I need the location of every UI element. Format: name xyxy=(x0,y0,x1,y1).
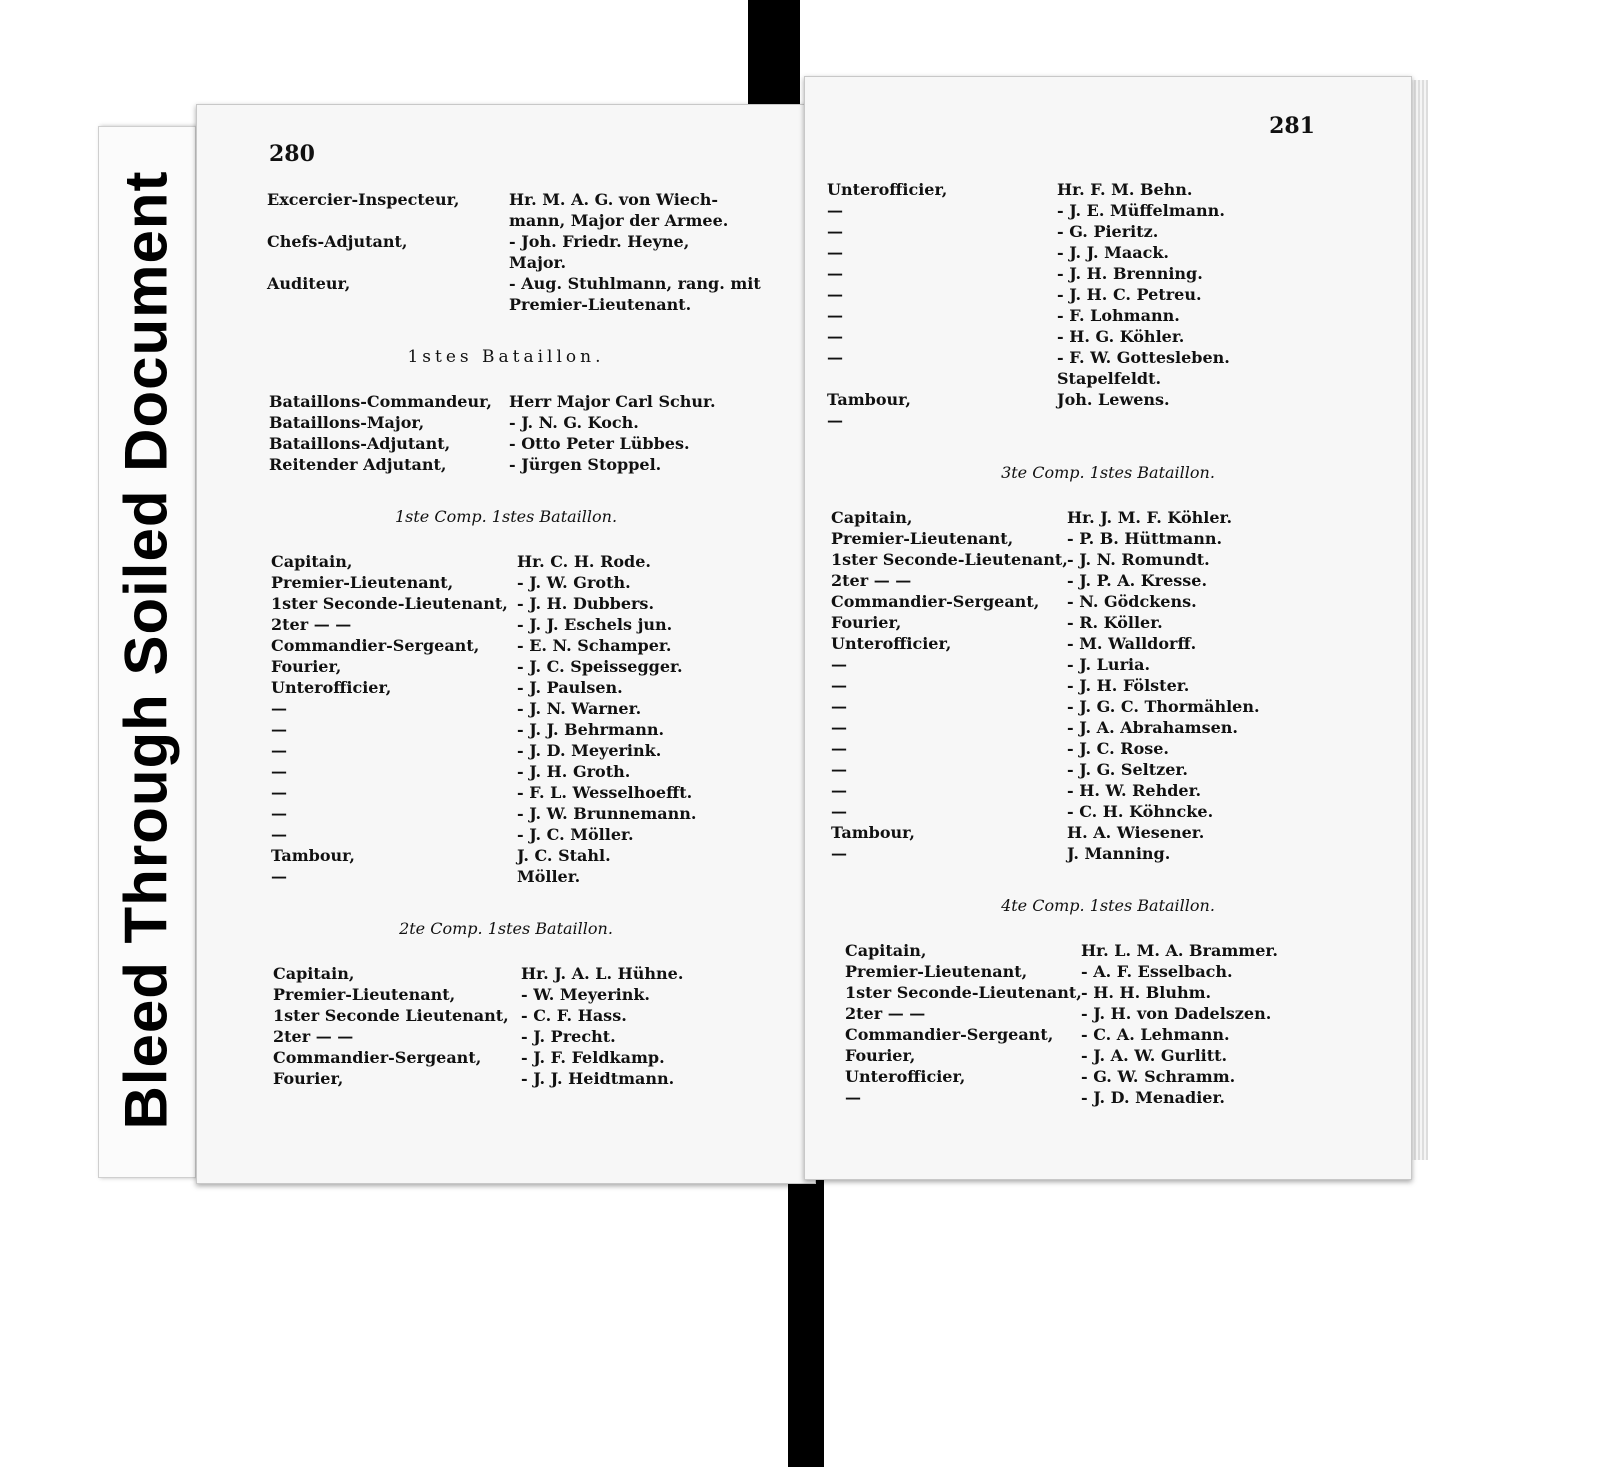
rank-label: — xyxy=(827,411,843,430)
rank-label: Unterofficier, xyxy=(271,678,392,697)
roster-row xyxy=(197,412,815,433)
bataillon-heading: 1stes Bataillon. xyxy=(407,347,605,367)
person-name: - J. A. W. Gurlitt. xyxy=(1081,1046,1228,1065)
roster-row xyxy=(805,696,1411,717)
roster-row xyxy=(805,801,1411,822)
roster-row xyxy=(197,1005,815,1026)
person-name: - A. F. Esselbach. xyxy=(1081,962,1233,981)
rank-label: — xyxy=(827,243,843,262)
person-name: - J. H. Brenning. xyxy=(1057,264,1203,283)
roster-row xyxy=(805,940,1411,961)
rank-label: Commandier-Sergeant, xyxy=(271,636,480,655)
rank-label: — xyxy=(827,306,843,325)
rank-label: 1ster Seconde Lieutenant, xyxy=(273,1006,509,1025)
roster-row xyxy=(805,738,1411,759)
rank-label: — xyxy=(831,760,847,779)
roster-row xyxy=(805,389,1411,410)
roster-row xyxy=(197,551,815,572)
person-name: - J. Paulsen. xyxy=(517,678,623,697)
person-name: - J. H. Groth. xyxy=(517,762,631,781)
person-name: - C. A. Lehmann. xyxy=(1081,1025,1230,1044)
person-name: - J. C. Rose. xyxy=(1067,739,1169,758)
person-name: Hr. F. M. Behn. xyxy=(1057,180,1193,199)
roster-row xyxy=(805,759,1411,780)
roster-row xyxy=(197,740,815,761)
rank-label: — xyxy=(827,327,843,346)
roster-row xyxy=(197,454,815,475)
roster-row xyxy=(197,273,815,294)
binding-strip-top xyxy=(748,0,800,104)
roster-row xyxy=(805,284,1411,305)
rank-label: Fourier, xyxy=(273,1069,344,1088)
person-name: H. A. Wiesener. xyxy=(1067,823,1205,842)
person-name: - Otto Peter Lübbes. xyxy=(509,434,690,453)
rank-label: Capitain, xyxy=(273,964,355,983)
person-name: - J. W. Brunnemann. xyxy=(517,804,697,823)
rank-label: Commandier-Sergeant, xyxy=(831,592,1040,611)
roster-row xyxy=(197,635,815,656)
person-name: - J. J. Behrmann. xyxy=(517,720,665,739)
person-name: - J. H. Fölster. xyxy=(1067,676,1190,695)
roster-row xyxy=(197,963,815,984)
rank-label: — xyxy=(827,201,843,220)
page-edges xyxy=(1410,80,1428,1160)
roster-row xyxy=(805,654,1411,675)
roster-row xyxy=(805,305,1411,326)
rank-label: — xyxy=(831,718,847,737)
rank-label: — xyxy=(831,697,847,716)
person-name: Hr. C. H. Rode. xyxy=(517,552,651,571)
page-number-right: 281 xyxy=(1269,113,1315,139)
watermark-label: Bleed Through Soiled Document xyxy=(112,170,180,1130)
roster-row xyxy=(197,593,815,614)
rank-label: 2ter — — xyxy=(271,615,352,634)
person-name: - Jürgen Stoppel. xyxy=(509,455,662,474)
person-name: - J. J. Maack. xyxy=(1057,243,1169,262)
roster-row xyxy=(805,822,1411,843)
rank-label: — xyxy=(271,783,287,802)
rank-label: Reitender Adjutant, xyxy=(269,455,447,474)
person-name: - J. F. Feldkamp. xyxy=(521,1048,665,1067)
person-name: J. C. Stahl. xyxy=(517,846,611,865)
person-name: mann, Major der Armee. xyxy=(509,211,729,230)
comp4-heading: 4te Comp. 1stes Bataillon. xyxy=(1001,896,1215,915)
rank-label: Chefs-Adjutant, xyxy=(267,232,408,251)
roster-row xyxy=(197,866,815,887)
roster-row xyxy=(197,761,815,782)
rank-label: Commandier-Sergeant, xyxy=(845,1025,1054,1044)
person-name: - C. F. Hass. xyxy=(521,1006,627,1025)
roster-row xyxy=(805,507,1411,528)
roster-row xyxy=(805,263,1411,284)
person-name: Stapelfeldt. xyxy=(1057,369,1162,388)
person-name: - G. W. Schramm. xyxy=(1081,1067,1236,1086)
roster-row xyxy=(805,368,1411,389)
unterofficier-list xyxy=(805,179,1411,431)
roster-row xyxy=(197,572,815,593)
person-name: - J. G. Seltzer. xyxy=(1067,760,1188,779)
person-name: - H. G. Köhler. xyxy=(1057,327,1185,346)
person-name: - R. Köller. xyxy=(1067,613,1163,632)
person-name: - J. P. A. Kresse. xyxy=(1067,571,1208,590)
person-name: Hr. M. A. G. von Wiech- xyxy=(509,190,718,209)
rank-label: — xyxy=(831,676,847,695)
roster-row xyxy=(805,982,1411,1003)
person-name: - E. N. Schamper. xyxy=(517,636,672,655)
rank-label: Unterofficier, xyxy=(831,634,952,653)
roster-row xyxy=(805,221,1411,242)
rank-label: Capitain, xyxy=(271,552,353,571)
person-name: - J. H. C. Petreu. xyxy=(1057,285,1202,304)
person-name: Hr. L. M. A. Brammer. xyxy=(1081,941,1278,960)
roster-row xyxy=(197,1068,815,1089)
rank-label: Excercier-Inspecteur, xyxy=(267,190,460,209)
roster-row xyxy=(197,719,815,740)
rank-label: Capitain, xyxy=(845,941,927,960)
roster-row xyxy=(805,675,1411,696)
person-name: - M. Walldorff. xyxy=(1067,634,1197,653)
roster-row xyxy=(805,612,1411,633)
roster-row xyxy=(805,570,1411,591)
roster-row xyxy=(805,347,1411,368)
person-name: - F. L. Wesselhoefft. xyxy=(517,783,693,802)
roster-row xyxy=(805,843,1411,864)
person-name: - C. H. Köhncke. xyxy=(1067,802,1214,821)
rank-label: Tambour, xyxy=(271,846,355,865)
roster-row xyxy=(197,252,815,273)
comp1-roster xyxy=(197,551,815,887)
person-name: - P. B. Hüttmann. xyxy=(1067,529,1223,548)
person-name: - J. C. Speissegger. xyxy=(517,657,683,676)
person-name: - G. Pieritz. xyxy=(1057,222,1159,241)
roster-row xyxy=(805,1045,1411,1066)
left-page xyxy=(196,104,816,1184)
roster-row xyxy=(805,1087,1411,1108)
person-name: - F. Lohmann. xyxy=(1057,306,1180,325)
right-page xyxy=(804,76,1412,1180)
roster-row xyxy=(197,824,815,845)
person-name: - J. N. Romundt. xyxy=(1067,550,1210,569)
rank-label: 2ter — — xyxy=(273,1027,354,1046)
person-name: Joh. Lewens. xyxy=(1057,390,1170,409)
roster-row xyxy=(805,242,1411,263)
top-entries xyxy=(197,189,815,315)
person-name: - F. W. Gottesleben. xyxy=(1057,348,1230,367)
roster-row xyxy=(805,780,1411,801)
roster-row xyxy=(805,549,1411,570)
rank-label: — xyxy=(271,699,287,718)
roster-row xyxy=(197,231,815,252)
comp4-roster xyxy=(805,940,1411,1108)
roster-row xyxy=(805,1003,1411,1024)
rank-label: — xyxy=(271,804,287,823)
rank-label: 1ster Seconde-Lieutenant, xyxy=(845,983,1082,1002)
comp3-heading: 3te Comp. 1stes Bataillon. xyxy=(1001,463,1215,482)
roster-row xyxy=(197,433,815,454)
person-name: Hr. J. A. L. Hühne. xyxy=(521,964,684,983)
rank-label: Premier-Lieutenant, xyxy=(271,573,454,592)
person-name: Möller. xyxy=(517,867,581,886)
page-number-left: 280 xyxy=(269,141,315,167)
rank-label: Bataillons-Adjutant, xyxy=(269,434,451,453)
roster-row xyxy=(197,1047,815,1068)
roster-row xyxy=(197,1026,815,1047)
rank-label: Fourier, xyxy=(845,1046,916,1065)
roster-row xyxy=(197,210,815,231)
roster-row xyxy=(805,179,1411,200)
roster-row xyxy=(805,633,1411,654)
roster-row xyxy=(805,1066,1411,1087)
person-name: Premier-Lieutenant. xyxy=(509,295,692,314)
person-name: Major. xyxy=(509,253,567,272)
person-name: J. Manning. xyxy=(1067,844,1171,863)
rank-label: Capitain, xyxy=(831,508,913,527)
person-name: - J. Luria. xyxy=(1067,655,1151,674)
person-name: - Aug. Stuhlmann, rang. mit xyxy=(509,274,761,293)
person-name: - J. J. Heidtmann. xyxy=(521,1069,675,1088)
rank-label: 1ster Seconde-Lieutenant, xyxy=(831,550,1068,569)
comp1-heading: 1ste Comp. 1stes Bataillon. xyxy=(394,507,618,526)
rank-label: Commandier-Sergeant, xyxy=(273,1048,482,1067)
rank-label: 2ter — — xyxy=(831,571,912,590)
rank-label: — xyxy=(271,867,287,886)
person-name: - N. Gödckens. xyxy=(1067,592,1197,611)
roster-row xyxy=(197,845,815,866)
roster-row xyxy=(805,1024,1411,1045)
person-name: - W. Meyerink. xyxy=(521,985,650,1004)
rank-label: Premier-Lieutenant, xyxy=(273,985,456,1004)
rank-label: — xyxy=(827,222,843,241)
rank-label: Bataillons-Commandeur, xyxy=(269,392,492,411)
rank-label: — xyxy=(845,1088,861,1107)
person-name: - J. J. Eschels jun. xyxy=(517,615,673,634)
roster-row xyxy=(197,614,815,635)
rank-label: Premier-Lieutenant, xyxy=(845,962,1028,981)
person-name: - J. D. Menadier. xyxy=(1081,1088,1225,1107)
roster-row xyxy=(197,656,815,677)
roster-row xyxy=(805,717,1411,738)
rank-label: Tambour, xyxy=(827,390,911,409)
rank-label: Bataillons-Major, xyxy=(269,413,425,432)
rank-label: — xyxy=(827,285,843,304)
left-column xyxy=(197,189,815,1089)
rank-label: Tambour, xyxy=(831,823,915,842)
comp2-roster xyxy=(197,963,815,1089)
roster-row xyxy=(805,326,1411,347)
roster-row xyxy=(197,391,815,412)
comp3-roster xyxy=(805,507,1411,864)
roster-row xyxy=(197,803,815,824)
rank-label: Unterofficier, xyxy=(845,1067,966,1086)
rank-label: 2ter — — xyxy=(845,1004,926,1023)
person-name: - H. W. Rehder. xyxy=(1067,781,1202,800)
person-name: - J. D. Meyerink. xyxy=(517,741,662,760)
rank-label: — xyxy=(831,739,847,758)
roster-row xyxy=(197,698,815,719)
roster-row xyxy=(197,782,815,803)
person-name: Hr. J. M. F. Köhler. xyxy=(1067,508,1233,527)
rank-label: Unterofficier, xyxy=(827,180,948,199)
rank-label: — xyxy=(827,348,843,367)
rank-label: — xyxy=(271,720,287,739)
person-name: - H. H. Bluhm. xyxy=(1081,983,1212,1002)
comp2-heading: 2te Comp. 1stes Bataillon. xyxy=(399,919,613,938)
rank-label: Fourier, xyxy=(271,657,342,676)
person-name: - J. G. C. Thormählen. xyxy=(1067,697,1260,716)
rank-label: — xyxy=(827,264,843,283)
rank-label: — xyxy=(271,741,287,760)
right-column xyxy=(805,179,1411,1108)
rank-label: Premier-Lieutenant, xyxy=(831,529,1014,548)
person-name: - J. A. Abrahamsen. xyxy=(1067,718,1238,737)
binding-strip-bottom xyxy=(788,1170,824,1467)
rank-label: Auditeur, xyxy=(267,274,351,293)
person-name: - J. H. Dubbers. xyxy=(517,594,655,613)
roster-row xyxy=(197,189,815,210)
roster-row xyxy=(805,528,1411,549)
person-name: - J. W. Groth. xyxy=(517,573,631,592)
roster-row xyxy=(805,410,1411,431)
roster-row xyxy=(805,200,1411,221)
rank-label: — xyxy=(831,844,847,863)
person-name: - J. N. G. Koch. xyxy=(509,413,639,432)
rank-label: — xyxy=(831,802,847,821)
person-name: - Joh. Friedr. Heyne, xyxy=(509,232,690,251)
person-name: - J. C. Möller. xyxy=(517,825,634,844)
roster-row xyxy=(197,677,815,698)
roster-row xyxy=(805,961,1411,982)
person-name: - J. E. Müffelmann. xyxy=(1057,201,1225,220)
roster-row xyxy=(805,591,1411,612)
person-name: Herr Major Carl Schur. xyxy=(509,392,716,411)
person-name: - J. N. Warner. xyxy=(517,699,642,718)
rank-label: 1ster Seconde-Lieutenant, xyxy=(271,594,508,613)
roster-row xyxy=(197,984,815,1005)
person-name: - J. Precht. xyxy=(521,1027,616,1046)
roster-row xyxy=(197,294,815,315)
bataillon-staff xyxy=(197,391,815,475)
rank-label: — xyxy=(271,762,287,781)
rank-label: — xyxy=(831,781,847,800)
person-name: - J. H. von Dadelszen. xyxy=(1081,1004,1272,1023)
rank-label: Fourier, xyxy=(831,613,902,632)
rank-label: — xyxy=(831,655,847,674)
rank-label: — xyxy=(271,825,287,844)
